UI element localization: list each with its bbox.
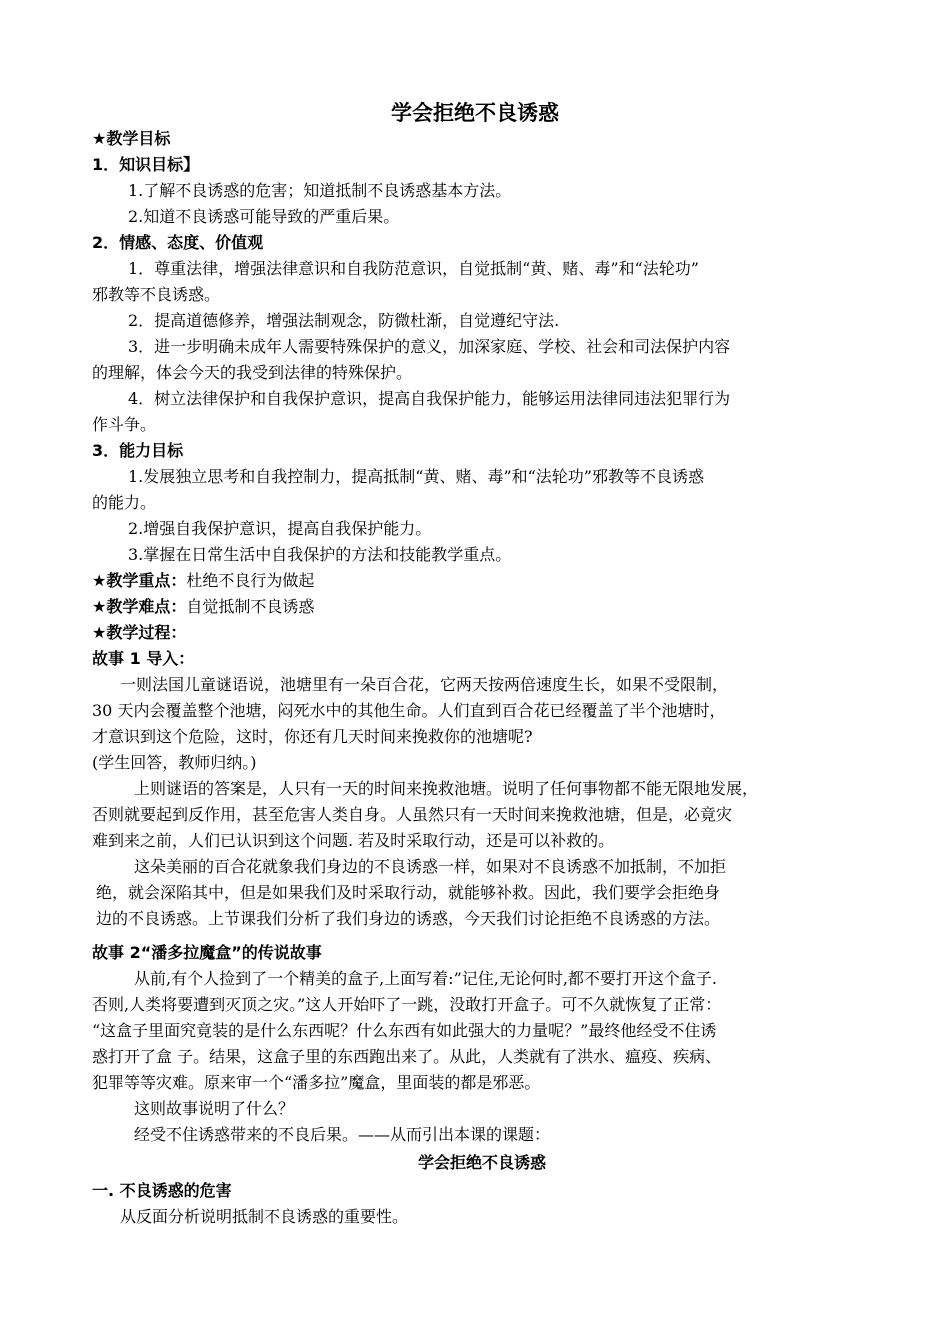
story2-line: 惑打开了盒 子。结果，这盒子里的东西跑出来了。从此，人类就有了洪水、瘟疫、疾病、 xyxy=(92,1047,722,1066)
ability-item: 1.发展独立思考和自我控制力，提高抵制“黄、赌、毒”和“法轮功”邪教等不良诱惑 xyxy=(128,467,704,486)
knowledge-item: 2.知道不良诱惑可能导致的严重后果。 xyxy=(128,207,400,226)
story1-line: (学生回答，教师归纳。) xyxy=(92,753,257,772)
story1-line: 一则法国儿童谜语说，池塘里有一朵百合花，它两天按两倍速度生长，如果不受限制， xyxy=(120,675,729,694)
story1-line: 才意识到这个危险，这时，你还有几天时间来挽救你的池塘呢? xyxy=(92,727,533,746)
ability-item: 2.增强自我保护意识，提高自我保护能力。 xyxy=(128,519,432,538)
ability-heading: 3．能力目标 xyxy=(92,441,184,460)
page-title: 学会拒绝不良诱惑 xyxy=(391,101,559,125)
difficulty xyxy=(92,594,872,620)
story1-line: 边的不良诱惑。上节课我们分析了我们身边的诱惑，今天我们讨论拒绝不良诱惑的方法。 xyxy=(96,909,721,928)
story1-line: 这朵美丽的百合花就象我们身边的不良诱惑一样，如果对不良诱惑不加抵制，不加拒 xyxy=(134,857,727,876)
key-point-text: 杜绝不良行为做起 xyxy=(186,571,315,590)
ability-item: 的能力。 xyxy=(92,493,157,512)
ability-item: 3.掌握在日常生活中自我保护的方法和技能教学重点。 xyxy=(128,545,512,564)
story1-line: 上则谜语的答案是，人只有一天的时间来挽救池塘。说明了任何事物都不能无限地发展， xyxy=(134,779,759,798)
story2-heading: 故事 2“潘多拉魔盒”的传说故事 xyxy=(92,943,322,962)
story2-line: 这则故事说明了什么？ xyxy=(134,1099,295,1118)
story1-line: 否则就要起到反作用，甚至危害人类自身。人虽然只有一天时间来挽救池塘，但是，必竟灾 xyxy=(92,805,733,824)
story2-line: 从前,有个人捡到了一个精美的盒子,上面写着:”记住,无论何时,都不要打开这个盒子. xyxy=(134,969,718,988)
emotion-item: 3．进一步明确未成年人需要特殊保护的意义，加深家庭、学校、社会和司法保护内容 xyxy=(128,337,731,356)
emotion-item: 4．树立法律保护和自我保护意识，提高自我保护能力，能够运用法律同违法犯罪行为 xyxy=(128,389,731,408)
knowledge-heading: 1．知识目标】 xyxy=(92,155,200,174)
emotion-heading: 2．情感、态度、价值观 xyxy=(92,233,264,252)
emotion-item: 作斗争。 xyxy=(92,415,157,434)
story2-line: 否则,人类将要遭到灭顶之灾。”这人开始吓了一跳，没敢打开盒子。可不久就恢复了正常： xyxy=(92,995,722,1014)
emotion-item: 2．提高道德修养，增强法制观念，防微杜渐，自觉遵纪守法. xyxy=(128,311,560,330)
story1-line: 难到来之前，人们已认识到这个问题. 若及时采取行动，还是可以补救的。 xyxy=(92,831,615,850)
knowledge-item: 1.了解不良诱惑的危害；知道抵制不良诱惑基本方法。 xyxy=(128,181,512,200)
section1-heading: 一. 不良诱惑的危害 xyxy=(92,1181,232,1200)
objectives-heading: ★教学目标 xyxy=(92,129,171,148)
story2-subtitle: 学会拒绝不良诱惑 xyxy=(417,1153,546,1172)
process-heading: ★教学过程： xyxy=(92,623,187,642)
story1-line: 30 天内会覆盖整个池塘，闷死水中的其他生命。人们直到百合花已经覆盖了半个池塘时， xyxy=(92,701,726,720)
story1-heading: 故事 1 导入： xyxy=(92,649,195,668)
key-point xyxy=(92,568,872,594)
story2-line: “这盒子里面究竟装的是什么东西呢？什么东西有如此强大的力量呢？”最终他经受不住诱 xyxy=(92,1021,717,1040)
difficulty-text: 自觉抵制不良诱惑 xyxy=(186,597,315,616)
emotion-item: 的理解，体会今天的我受到法律的特殊保护。 xyxy=(92,363,413,382)
section1-text: 从反面分析说明抵制不良诱惑的重要性。 xyxy=(120,1207,409,1226)
emotion-item: 邪教等不良诱惑。 xyxy=(92,285,221,304)
story2-line: 犯罪等等灾难。原来审一个“潘多拉”魔盒，里面装的都是邪恶。 xyxy=(92,1073,541,1092)
emotion-item: 1．尊重法律，增强法律意识和自我防范意识，自觉抵制“黄、赌、毒”和“法轮功” xyxy=(128,259,699,278)
story2-line: 经受不住诱惑带来的不良后果。——从而引出本课的课题： xyxy=(134,1125,551,1144)
difficulty-label: ★教学难点： xyxy=(92,597,187,616)
story1-line: 绝，就会深陷其中，但是如果我们及时采取行动，就能够补救。因此，我们要学会拒绝身 xyxy=(96,883,721,902)
key-point-label: ★教学重点： xyxy=(92,571,187,590)
